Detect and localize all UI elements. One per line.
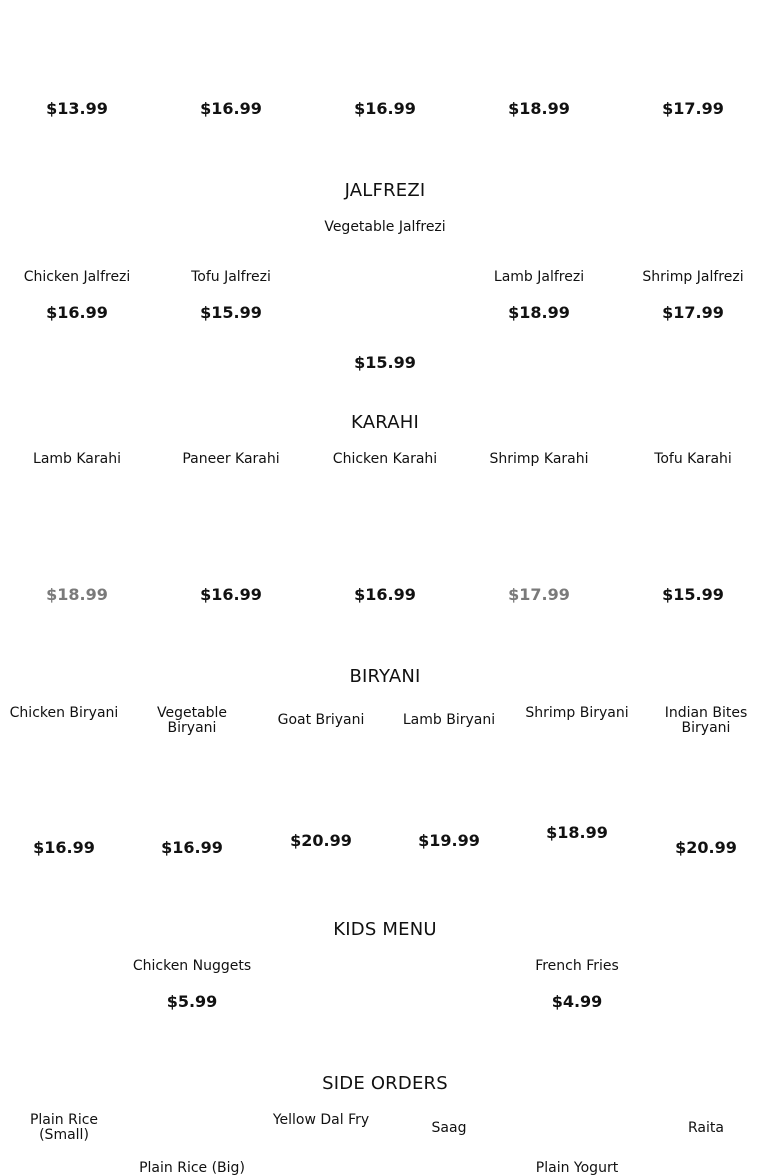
price: $16.99 (33, 838, 95, 857)
price: $16.99 (200, 585, 262, 604)
price: $4.99 (551, 992, 603, 1011)
menu-item-name[interactable]: Lamb Jalfrezi (493, 269, 585, 285)
price: $16.99 (354, 585, 416, 604)
menu-item-name[interactable]: Chicken Jalfrezi (23, 269, 131, 285)
menu-item-name[interactable]: Plain Rice (Big) (139, 1160, 245, 1176)
section-heading-karahi: KARAHI (351, 412, 419, 433)
menu-item-name[interactable]: Shrimp Jalfrezi (642, 269, 744, 285)
menu-item-name[interactable]: Goat Briyani (277, 712, 365, 728)
price: $19.99 (418, 831, 480, 850)
price: $17.99 (508, 585, 570, 604)
menu-item-name[interactable]: French Fries (535, 958, 619, 974)
section-heading-jalfrezi: JALFREZI (344, 180, 426, 201)
menu-item-name[interactable]: Lamb Karahi (33, 451, 121, 467)
price: $16.99 (46, 303, 108, 322)
price: $20.99 (675, 838, 737, 857)
price: $16.99 (200, 99, 262, 118)
menu-item-name[interactable]: Raita (688, 1120, 724, 1136)
menu-item-name[interactable]: Shrimp Biryani (525, 705, 629, 721)
menu-item-name[interactable]: Saag (431, 1120, 467, 1136)
section-heading-side-orders: SIDE ORDERS (322, 1073, 448, 1094)
section-heading-kids-menu: KIDS MENU (333, 919, 437, 940)
price: $18.99 (546, 823, 608, 842)
price: $17.99 (662, 99, 724, 118)
section-heading-biryani: BIRYANI (349, 666, 421, 687)
price: $17.99 (662, 303, 724, 322)
menu-item-name[interactable]: Lamb Biryani (402, 712, 496, 728)
menu-item-name[interactable]: Chicken Karahi (332, 451, 438, 467)
price: $18.99 (46, 585, 108, 604)
menu-item-name[interactable]: Paneer Karahi (182, 451, 280, 467)
menu-item-name[interactable]: Vegetable Jalfrezi (324, 219, 446, 235)
menu-item-name[interactable]: Shrimp Karahi (489, 451, 589, 467)
menu-item-name[interactable]: Plain Yogurt (535, 1160, 619, 1176)
price: $15.99 (354, 353, 416, 372)
price: $16.99 (161, 838, 223, 857)
menu-item-name[interactable]: Tofu Karahi (654, 451, 732, 467)
price: $15.99 (662, 585, 724, 604)
menu-item-name[interactable]: Tofu Jalfrezi (191, 269, 271, 285)
price: $18.99 (508, 303, 570, 322)
price: $16.99 (354, 99, 416, 118)
menu-item-name[interactable]: Plain Rice (Small) (29, 1112, 99, 1143)
menu-item-name[interactable]: Indian Bites Biryani (664, 705, 748, 736)
price: $18.99 (508, 99, 570, 118)
price: $20.99 (290, 831, 352, 850)
menu-item-name[interactable]: Yellow Dal Fry (272, 1112, 370, 1128)
price: $13.99 (46, 99, 108, 118)
price: $15.99 (200, 303, 262, 322)
menu-item-name[interactable]: Chicken Nuggets (132, 958, 252, 974)
menu-item-name[interactable]: Vegetable Biryani (156, 705, 228, 736)
menu-item-name[interactable]: Chicken Biryani (9, 705, 119, 721)
price: $5.99 (166, 992, 218, 1011)
